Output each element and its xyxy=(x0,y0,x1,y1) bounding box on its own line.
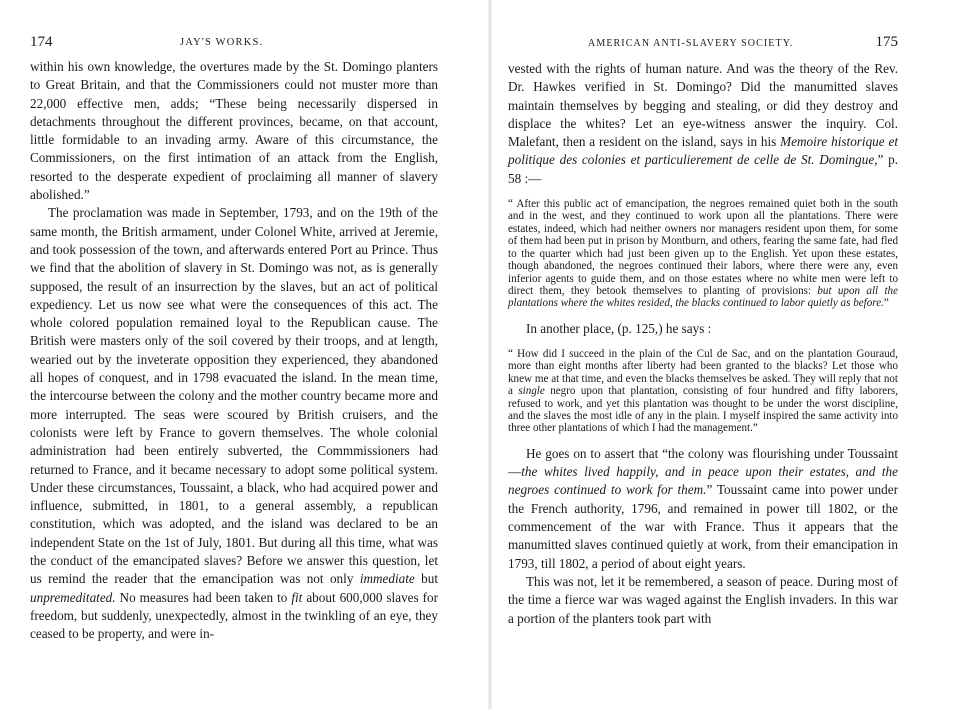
left-body-text xyxy=(30,58,438,644)
italic-text-segment: fit xyxy=(291,589,303,605)
text-segment: ” Toussaint came into power under the French authority, 1796, and remained in power till 1802, or the commencement of the war with France. Thus it appears that the manumitted slaves continued quietly at work, from their emancipation in 1793, till 1802, a period of about eight years. xyxy=(508,482,898,571)
text-segment: This was not, let it be remembered, a season of peace. During most of the time a fierce war was waged against the English invaders. In this war a portion of the planters took part with xyxy=(508,573,898,626)
between-quotes-line: In another place, (p. 125,) he says : xyxy=(526,320,712,336)
text-segment: ” p. 58 :— xyxy=(508,152,898,186)
right-intro-paragraph xyxy=(508,60,898,188)
block-quote-2 xyxy=(508,348,898,435)
text-segment: “ How did I succeed in the plain of the Cul de Sac, and on the plantation Gouraud, more than eight months after liberty had been granted to the blacks? Let those who knew me at that time, and even the blacks themselves be asked. They will reply that not a xyxy=(508,348,898,398)
text-segment: within his own knowledge, the overtures made by the St. Domingo planters to Great Britain, and that the Commissioners could not muster more than 22,000 effective men, adds; “These being necessarily dispersed in detachments throughout the different provinces, became, on that account, little formidable to an invading army. Aware of this circumstance, the Commissioners, on the first intimation of an attack from the English, resorted to the desperate expedient of proclaiming all manner of slavery abolished.” xyxy=(30,59,438,203)
italic-text-segment: unpremeditated. xyxy=(30,589,116,605)
right-paragraph-after-quotes xyxy=(508,445,898,573)
right-body-text xyxy=(508,60,898,628)
text-segment: vested with the rights of human nature. And was the theory of the Rev. Dr. Hawkes verified in St. Domingo? Did the manumitted slaves maintain themselves by begging and stealing, or did they destroy and displace the whites? Let an eye-witness answer the inquiry. Col. Malefant, then a resident on the island, says in his xyxy=(508,61,898,150)
italic-text-segment: single xyxy=(518,385,545,398)
right-page-number: 175 xyxy=(875,34,898,50)
left-running-title: JAY'S WORKS. xyxy=(180,37,264,48)
left-page-number: 174 xyxy=(30,34,53,50)
right-running-head xyxy=(508,34,898,56)
italic-text-segment: immediate xyxy=(359,571,415,587)
text-segment: “ After this public act of emancipation, the negroes remained quiet both in the south and in the west, and they continued to work upon all the plantations. There were estates, indeed, which had neither owners nor managers resident upon them, for some of them had been put in prison by Montburn, and others, fearing the same fate, had fled to the quarter which had just been given up to the English. Yet upon these estates, though abandoned, the negroes continued their labors, where there were any, even inferior agents to guide them, and on those estates where no white men were left to direct them, they betook themselves to planting of provisions: xyxy=(508,198,898,297)
block-quote-1 xyxy=(508,198,898,310)
text-segment: negro upon that plantation, consisting of four hundred and fifty laborers, refused to work, and yet this plantation was thought to be under the worst discipline, and the slaves the most idle of any in the plain. I myself inspired the same activity into three other plantations of which I had the management.” xyxy=(508,385,898,435)
right-paragraph-final xyxy=(508,573,898,628)
text-segment: The proclamation was made in September, 1793, and on the 19th of the same month, the British armament, under Colonel White, arrived at Jeremie, and took possession of the town, and afterwards entered Port au Prince. Thus we find that the abolition of slavery in St. Domingo was not, as is generally supposed, the result of an insurrection by the slaves, but an act of political expediency. Let us now see what were the consequences of this act. The whole colored population remained loyal to the Republican cause. The British were masters only of the soil covered by their troops, and at length, wearied out by the inveterate opposition they experienced, they abandoned all hopes of conquest, and in 1798 evacuated the island. In the mean time, the intercourse between the colony and the mother country became more and more interrupted. The seas were scoured by British cruisers, and the colonists were left by France to govern themselves. The whole colonial administration had been entirely subverted, the Commmissioners had returned to France, and it became necessary to adopt some political system. Under these circumstances, Toussaint, a black, who had acquired power and influence, submitted, in 1801, to a general assembly, a republican constitution, which was adopted, and the island was declared to be an independent State on the 1st of July, 1801. But during all this time, what was the conduct of the emancipated slaves? Before we answer this question, let us remind the reader that the emancipation was not only xyxy=(30,205,438,587)
text-segment: but xyxy=(414,571,438,587)
italic-text-segment: but upon all the plantations where the whites resided, the blacks continued to labor quietly as before. xyxy=(508,284,898,310)
right-running-title: AMERICAN ANTI-SLAVERY SOCIETY. xyxy=(588,38,794,49)
text-segment: He goes on to assert that “the colony was flourishing under Toussaint — xyxy=(508,445,898,480)
text-segment: No measures had been taken to xyxy=(115,589,292,605)
italic-text-segment: the whites lived happily, and in peace upon their estates, and the negroes continued to work for them. xyxy=(508,464,898,498)
italic-text-segment: Memoire historique et politique des colonies et particulierement de celle de St. Domingue, xyxy=(508,134,898,168)
left-running-head xyxy=(30,34,438,56)
left-paragraph-1 xyxy=(30,58,438,204)
text-segment: about 600,000 slaves for freedom, but suddenly, unexpectedly, almost in the twinkling of an eye, they ceased to be property, and were in- xyxy=(30,589,439,642)
left-paragraph-2 xyxy=(30,204,438,643)
text-segment: ” xyxy=(883,297,889,310)
right-page xyxy=(490,0,980,709)
